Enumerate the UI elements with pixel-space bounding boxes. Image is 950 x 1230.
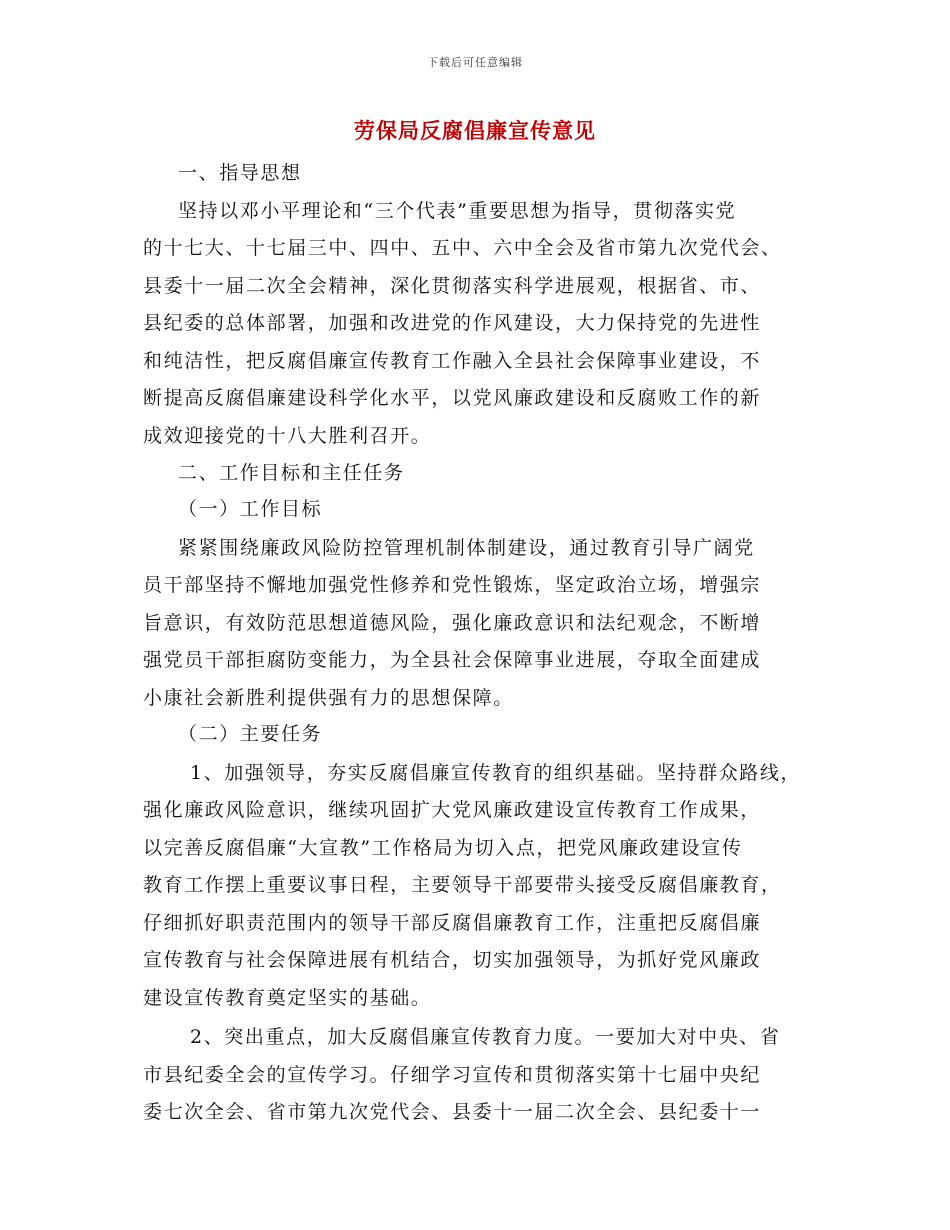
paragraph-line: 以完善反腐倡廉“大宣教”工作格局为切入点，把党风廉政建设宣传 [143,837,743,859]
subsection-heading-1: （一）工作目标 [178,498,323,520]
paragraph-line: 市县纪委全会的宣传学习。仔细学习宣传和贯彻落实第十七届中央纪 [143,1064,762,1086]
paragraph-line: 县委十一届二次全会精神，深化贯彻落实科学进展观，根据省、市、 [143,275,762,297]
paragraph-line: 仔细抓好职责范围内的领导干部反腐倡廉教育工作，注重把反腐倡廉 [143,912,762,934]
paragraph-line: 强党员干部拒腐防变能力，为全县社会保障事业进展，夺取全面建成 [143,649,762,671]
paragraph-line: 坚持以邓小平理论和“三个代表”重要思想为指导，贯彻落实党 [178,200,737,222]
paragraph-line: 员干部坚持不懈地加强党性修养和党性锻炼，坚定政治立场，增强宗 [143,574,762,596]
paragraph-line: 成效迎接党的十八大胜利召开。 [143,425,432,447]
page-header-note: 下载后可任意编辑 [427,56,523,69]
section-heading-1: 一、指导思想 [178,162,302,184]
subsection-heading-2: （二）主要任务 [178,723,323,745]
paragraph-line: 1、加强领导，夯实反腐倡廉宣传教育的组织基础。坚持群众路线， [190,762,802,784]
section-heading-2: 二、工作目标和主任任务 [178,462,405,484]
paragraph-line: 宣传教育与社会保障进展有机结合，切实加强领导，为抓好党风廉政 [143,949,762,971]
paragraph-line: 断提高反腐倡廉建设科学化水平，以党风廉政建设和反腐败工作的新 [143,387,762,409]
paragraph-line: 小康社会新胜利提供强有力的思想保障。 [143,687,514,709]
paragraph-line: 强化廉政风险意识，继续巩固扩大党风廉政建设宣传教育工作成果， [143,799,762,821]
paragraph-line: 紧紧围绕廉政风险防控管理机制体制建设，通过教育引导广阔党 [178,537,755,559]
paragraph-line: 2、突出重点，加大反腐倡廉宣传教育力度。一要加大对中央、省 [190,1026,781,1048]
paragraph-line: 旨意识，有效防范思想道德风险，强化廉政意识和法纪观念，不断增 [143,612,762,634]
paragraph-line: 和纯洁性，把反腐倡廉宣传教育工作融入全县社会保障事业建设，不 [143,350,762,372]
paragraph-line: 的十七大、十七届三中、四中、五中、六中全会及省市第九次党代会、 [143,237,782,259]
paragraph-line: 县纪委的总体部署，加强和改进党的作风建设，大力保持党的先进性 [143,312,762,334]
document-title: 劳保局反腐倡廉宣传意见 [354,118,596,143]
paragraph-line: 教育工作摆上重要议事日程，主要领导干部要带头接受反腐倡廉教育， [143,874,782,896]
paragraph-line: 建设宣传教育奠定坚实的基础。 [143,987,432,1009]
paragraph-line: 委七次全会、省市第九次党代会、县委十一届二次全会、县纪委十一 [143,1101,762,1123]
